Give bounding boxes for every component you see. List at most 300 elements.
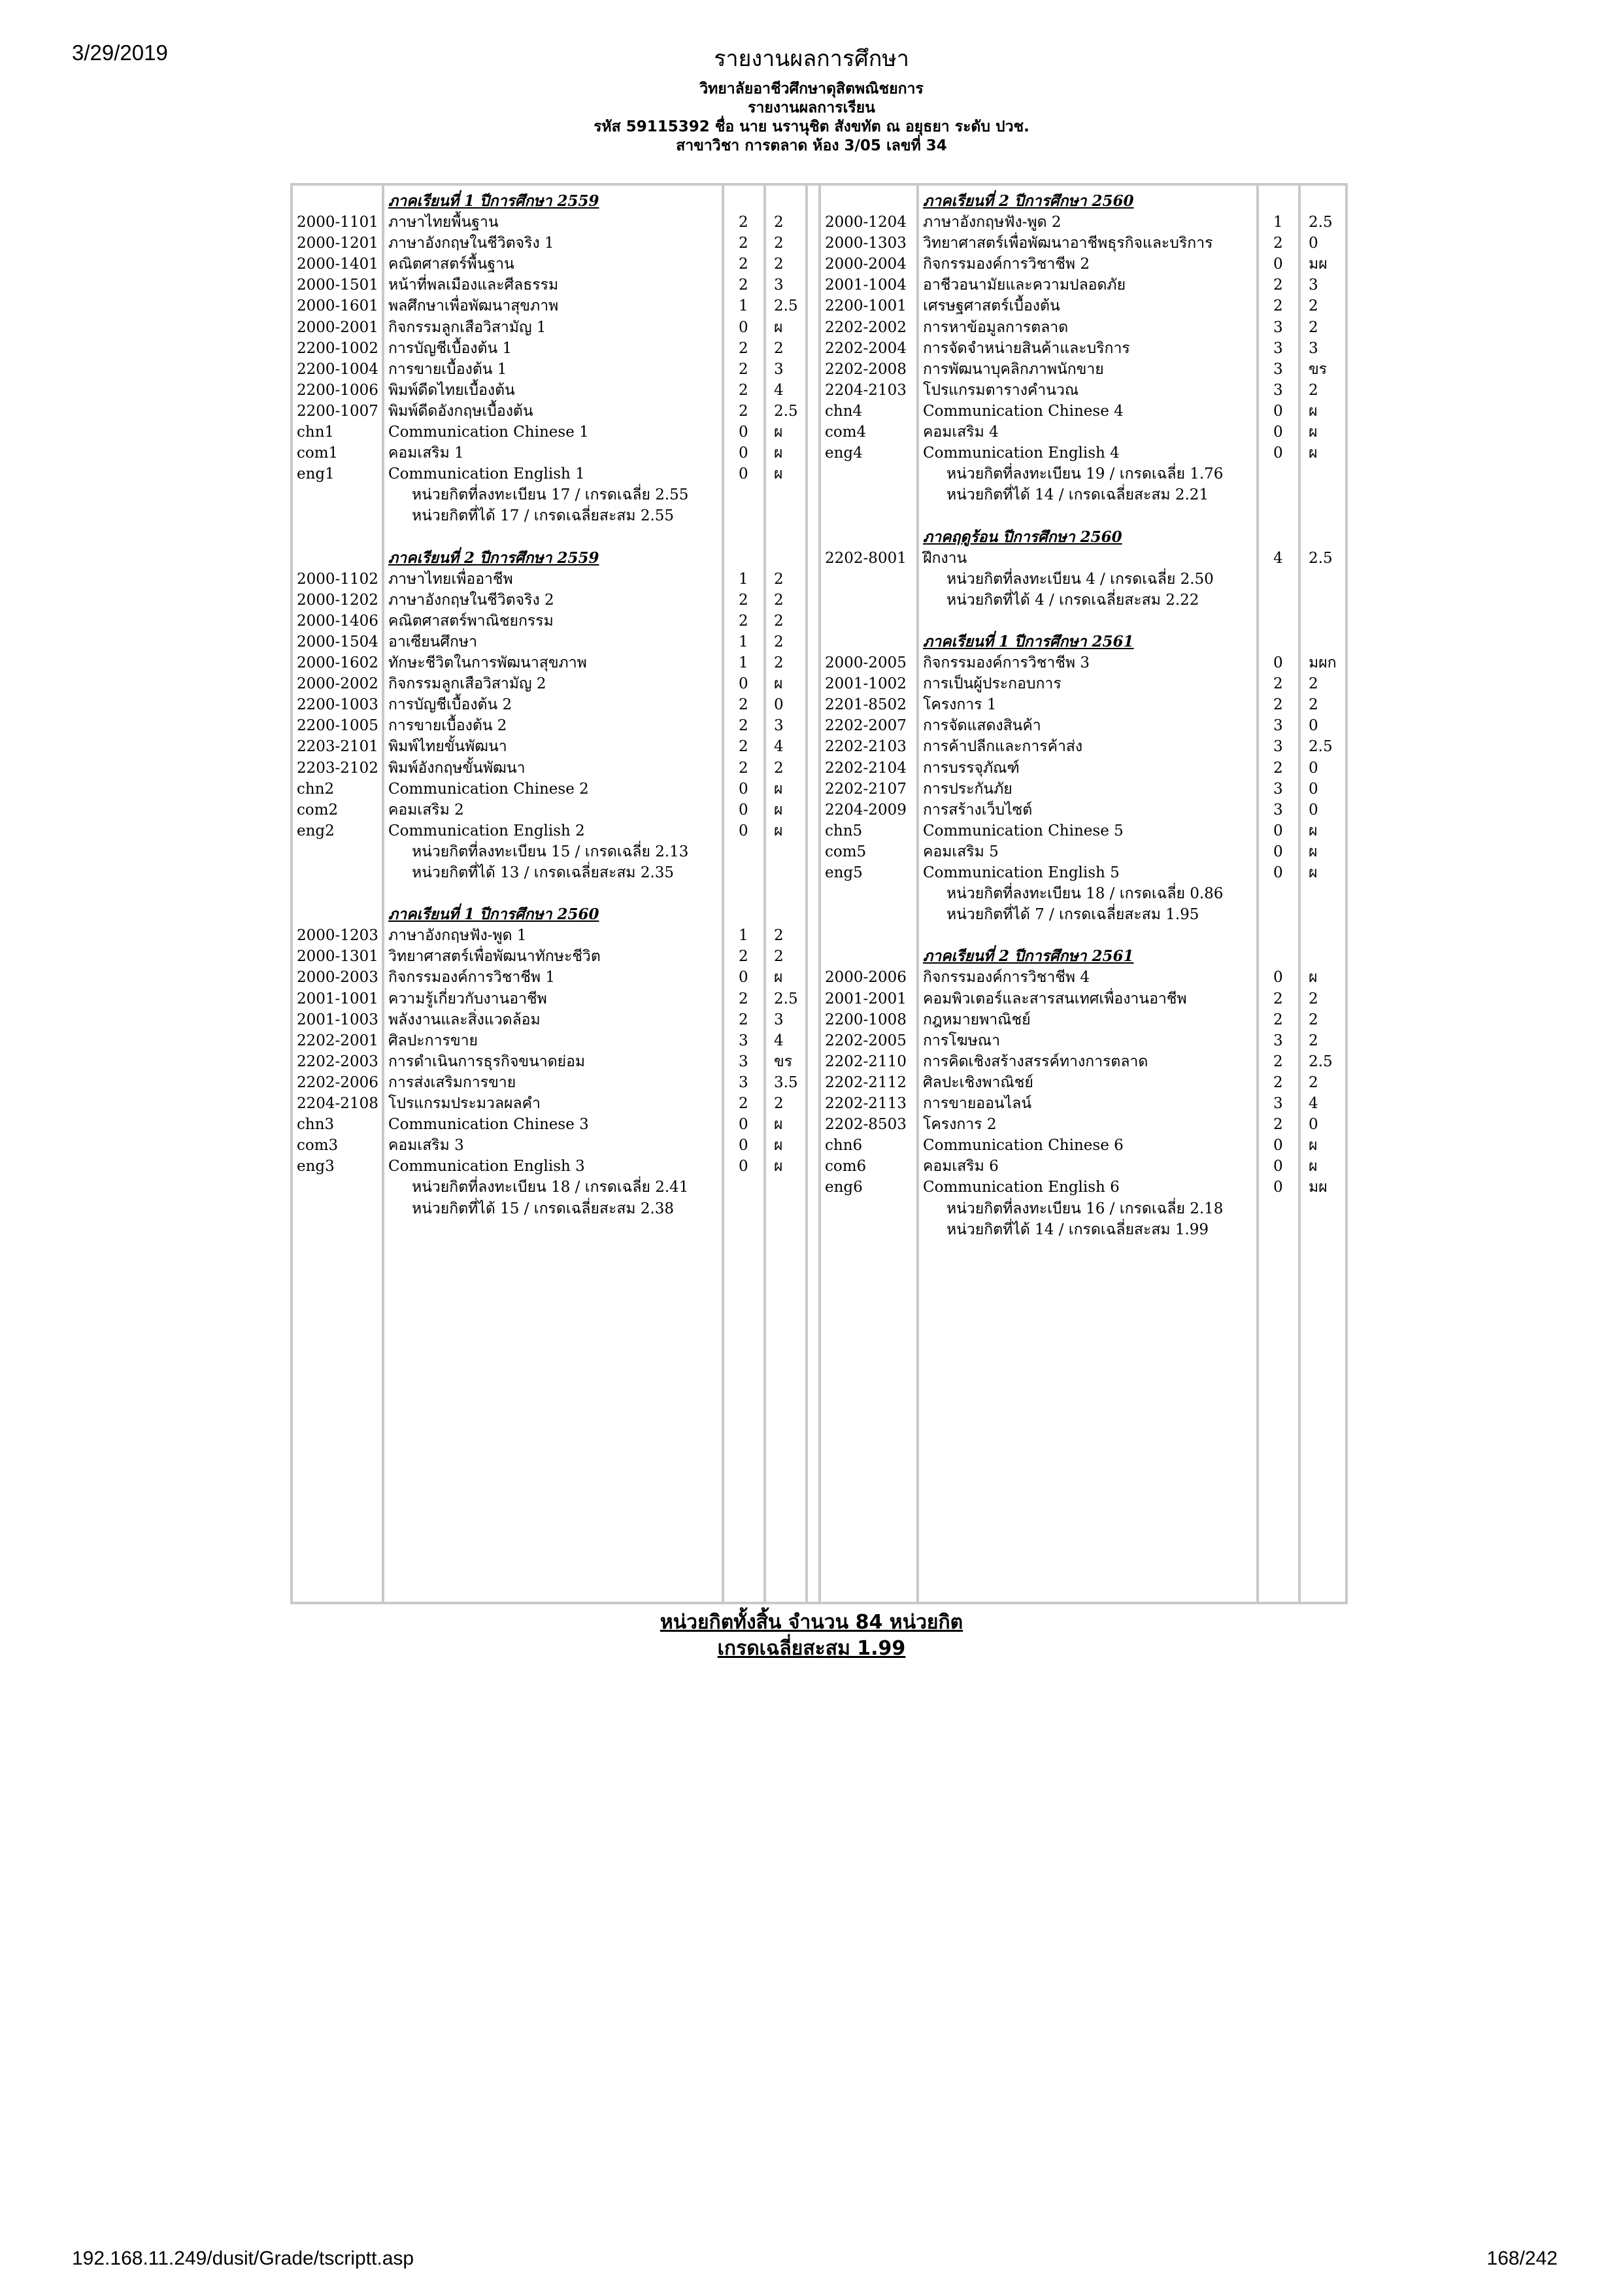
course-credit: 3: [1273, 360, 1283, 378]
course-row: [290, 820, 1348, 841]
course-code: eng2: [297, 822, 335, 839]
course-name: กฎหมายพาณิชย์: [923, 1011, 1031, 1028]
course-name: การดำเนินการธุรกิจขนาดย่อม: [388, 1053, 586, 1070]
course-name: การคิดเชิงสร้างสรรค์ทางการตลาด: [923, 1053, 1148, 1070]
course-code: 2000-1204: [825, 214, 907, 231]
course-grade: ผ: [1309, 843, 1318, 860]
course-name: เศรษฐศาสตร์เบื้องต้น: [923, 297, 1060, 315]
course-grade: 4: [774, 1032, 784, 1049]
course-credit: 2: [1273, 990, 1283, 1007]
course-code: 2000-1501: [297, 277, 378, 294]
course-grade: ผ: [774, 1158, 783, 1175]
course-code: 2201-8502: [825, 696, 907, 714]
course-name: การหาข้อมูลการตลาด: [923, 318, 1069, 336]
course-grade: 3: [1309, 277, 1318, 294]
semester-heading: ภาคเรียนที่ 2 ปีการศึกษา 2559: [388, 549, 599, 567]
course-credit: 2: [1273, 1116, 1283, 1134]
course-row: [290, 1156, 1348, 1177]
course-grade: 2: [774, 927, 784, 945]
course-row: [290, 967, 1348, 988]
course-code: eng1: [297, 465, 335, 483]
course-grade: 3: [774, 717, 784, 735]
course-name: กิจกรรมลูกเสือวิสามัญ 1: [388, 318, 546, 336]
course-grade: 2.5: [774, 990, 798, 1007]
course-credit: 2: [739, 235, 748, 252]
course-grade: ผ: [1309, 864, 1318, 881]
course-credit: 0: [739, 801, 748, 819]
course-name: การพัฒนาบุคลิกภาพนักขาย: [923, 360, 1104, 378]
course-grade: 0: [1309, 1116, 1318, 1134]
course-name: การจัดแสดงสินค้า: [923, 717, 1041, 735]
course-code: 2203-2102: [297, 759, 378, 777]
course-credit: 0: [1273, 843, 1283, 860]
course-name: Communication English 3: [388, 1158, 585, 1175]
course-code: com3: [297, 1137, 339, 1155]
course-grade: 0: [774, 696, 784, 714]
course-row: [290, 254, 1348, 275]
course-grade: 2: [1309, 1032, 1318, 1049]
course-grade: 2: [774, 570, 784, 588]
course-grade: ผ: [774, 675, 783, 693]
course-credit: 3: [1273, 738, 1283, 756]
semester-summary-row: [290, 1198, 1348, 1219]
course-name: คอมพิวเตอร์และสารสนเทศเพื่องานอาชีพ: [923, 990, 1187, 1007]
course-name: อาชีวอนามัยและความปลอดภัย: [923, 277, 1126, 294]
course-name: ภาษาอังกฤษในชีวิตจริง 1: [388, 235, 554, 252]
semester-summary: หน่วยกิตที่ได้ 4 / เกรดเฉลี่ยสะสม 2.22: [946, 591, 1199, 609]
course-code: 2202-2006: [297, 1073, 378, 1091]
course-code: 2001-1002: [825, 675, 907, 693]
course-name: Communication English 4: [923, 445, 1120, 462]
semester-summary: หน่วยกิตที่ลงทะเบียน 18 / เกรดเฉลี่ย 0.86: [946, 885, 1224, 903]
course-credit: 2: [1273, 696, 1283, 714]
course-name: วิทยาศาสตร์เพื่อพัฒนาทักษะชีวิต: [388, 948, 601, 966]
course-name: การขายเบื้องต้น 1: [388, 360, 507, 378]
course-grade: 2: [774, 654, 784, 672]
course-code: eng5: [825, 864, 863, 881]
course-name: พิมพ์อังกฤษขั้นพัฒนา: [388, 759, 526, 777]
course-code: 2202-2008: [825, 360, 907, 378]
course-code: 2001-1003: [297, 1011, 378, 1028]
course-grade: 2.5: [1309, 214, 1333, 231]
course-row: [290, 988, 1348, 1009]
course-grade: 2.5: [1309, 1053, 1333, 1070]
course-credit: 2: [1273, 675, 1283, 693]
course-code: 2000-1101: [297, 214, 378, 231]
course-code: com2: [297, 801, 339, 819]
course-row: [290, 1093, 1348, 1114]
course-row: [290, 401, 1348, 422]
course-name: การเป็นผู้ประกอบการ: [923, 675, 1062, 693]
course-credit: 3: [739, 1073, 748, 1091]
course-row: [290, 359, 1348, 380]
course-credit: 0: [739, 1158, 748, 1175]
course-name: ภาษาไทยพื้นฐาน: [388, 214, 499, 231]
course-credit: 1: [739, 570, 748, 588]
semester-summary: หน่วยกิตที่ได้ 14 / เกรดเฉลี่ยสะสม 1.99: [946, 1221, 1209, 1238]
course-grade: มผ: [1309, 1179, 1328, 1196]
semester-summary: หน่วยกิตที่ได้ 7 / เกรดเฉลี่ยสะสม 1.95: [946, 906, 1199, 924]
course-row: [290, 380, 1348, 401]
course-code: 2000-2005: [825, 654, 907, 672]
course-credit: 0: [1273, 1137, 1283, 1155]
course-name: Communication Chinese 3: [388, 1116, 589, 1134]
course-grade: 4: [774, 738, 784, 756]
semester-heading: ภาคฤดูร้อน ปีการศึกษา 2560: [923, 528, 1122, 546]
course-code: 2000-1602: [297, 654, 378, 672]
course-code: 2000-2002: [297, 675, 378, 693]
course-grade: ผ: [774, 465, 783, 483]
course-credit: 3: [1273, 717, 1283, 735]
course-grade: 2.5: [774, 402, 798, 420]
course-name: หน้าที่พลเมืองและศีลธรรม: [388, 277, 559, 294]
semester-heading: ภาคเรียนที่ 1 ปีการศึกษา 2559: [388, 192, 599, 210]
course-code: 2000-2003: [297, 969, 378, 987]
course-grade: 0: [1309, 780, 1318, 798]
course-name: ภาษาอังกฤษในชีวิตจริง 2: [388, 591, 554, 609]
course-row: [290, 800, 1348, 820]
course-code: 2202-2007: [825, 717, 907, 735]
semester-summary: หน่วยกิตที่ได้ 13 / เกรดเฉลี่ยสะสม 2.35: [412, 864, 675, 881]
course-code: 2200-1006: [297, 381, 378, 399]
semester-summary-row: [290, 464, 1348, 484]
print-title: รายงานผลการศึกษา: [714, 46, 909, 72]
course-name: ภาษาอังกฤษฟัง-พูด 1: [388, 927, 527, 945]
course-grade: 2.5: [1309, 549, 1333, 567]
course-credit: 2: [739, 214, 748, 231]
course-code: 2202-2003: [297, 1053, 378, 1070]
student-info: รหัส 59115392 ชื่อ นาย นรานุชิต สังขทัต ณ อยุธยา ระดับ ปวช.: [594, 118, 1029, 135]
course-code: 2000-2004: [825, 256, 907, 273]
report-header: [0, 80, 1623, 156]
semester-heading-row: [290, 191, 1348, 212]
course-row: [290, 758, 1348, 779]
course-name: คอมเสริม 4: [923, 424, 999, 441]
course-name: กิจกรรมองค์การวิชาชีพ 1: [388, 969, 555, 987]
course-code: 2200-1008: [825, 1011, 907, 1028]
course-credit: 1: [1273, 214, 1283, 231]
course-grade: 0: [1309, 717, 1318, 735]
semester-summary: หน่วยกิตที่ลงทะเบียน 18 / เกรดเฉลี่ย 2.41: [412, 1179, 689, 1196]
course-credit: 2: [739, 381, 748, 399]
course-name: คอมเสริม 1: [388, 445, 464, 462]
course-code: 2000-1202: [297, 591, 378, 609]
course-name: กิจกรรมองค์การวิชาชีพ 3: [923, 654, 1090, 672]
course-row: [290, 1051, 1348, 1072]
course-credit: 0: [739, 780, 748, 798]
course-code: 2204-2009: [825, 801, 907, 819]
course-name: Communication Chinese 4: [923, 402, 1124, 420]
course-row: [290, 295, 1348, 316]
blank-row: [290, 505, 1348, 526]
course-code: chn2: [297, 780, 335, 798]
course-credit: 0: [1273, 445, 1283, 462]
course-credit: 0: [739, 424, 748, 441]
course-grade: 3: [1309, 339, 1318, 357]
transcript-table: [290, 183, 1348, 1604]
course-row: [290, 275, 1348, 295]
course-code: 2202-2112: [825, 1073, 907, 1091]
course-credit: 3: [1273, 339, 1283, 357]
course-code: 2000-1203: [297, 927, 378, 945]
right-column: [290, 191, 1348, 1240]
blank-row: [290, 611, 1348, 632]
course-grade: 2: [774, 339, 784, 357]
course-grade: 2: [774, 235, 784, 252]
semester-summary: หน่วยกิตที่ลงทะเบียน 17 / เกรดเฉลี่ย 2.55: [412, 486, 689, 504]
course-credit: 2: [739, 1095, 748, 1113]
course-row: [290, 317, 1348, 338]
course-credit: 2: [739, 1011, 748, 1028]
course-row: [290, 1009, 1348, 1030]
semester-summary-row: [290, 904, 1348, 925]
course-credit: 2: [1273, 277, 1283, 294]
course-grade: ผ: [1309, 1137, 1318, 1155]
course-grade: 2: [1309, 1073, 1318, 1091]
course-name: Communication Chinese 6: [923, 1137, 1124, 1155]
semester-heading: ภาคเรียนที่ 1 ปีการศึกษา 2560: [388, 905, 599, 924]
course-grade: ผ: [774, 969, 783, 987]
course-row: [290, 673, 1348, 694]
course-credit: 2: [739, 277, 748, 294]
course-row: [290, 548, 1348, 569]
semester-summary: หน่วยกิตที่ลงทะเบียน 16 / เกรดเฉลี่ย 2.18: [946, 1200, 1224, 1217]
semester-heading-row: [290, 946, 1348, 967]
course-grade: 2: [774, 633, 784, 650]
course-row: [290, 841, 1348, 862]
course-name: การสร้างเว็บไซต์: [923, 801, 1033, 819]
course-name: Communication Chinese 2: [388, 780, 589, 798]
course-row: [290, 1030, 1348, 1051]
course-code: 2202-2001: [297, 1032, 378, 1049]
semester-summary-row: [290, 484, 1348, 505]
course-credit: 2: [1273, 1011, 1283, 1028]
course-grade: 2: [774, 759, 784, 777]
course-name: ภาษาไทยเพื่ออาชีพ: [388, 570, 513, 588]
course-credit: 3: [739, 1032, 748, 1049]
course-credit: 0: [1273, 1179, 1283, 1196]
course-credit: 2: [739, 402, 748, 420]
course-code: 2200-1001: [825, 297, 907, 315]
course-code: 2000-1401: [297, 256, 378, 273]
course-row: [290, 779, 1348, 800]
course-grade: 4: [1309, 1095, 1318, 1113]
course-code: 2202-2107: [825, 780, 907, 798]
course-name: การบัญชีเบื้องต้น 1: [388, 339, 512, 357]
course-name: ความรู้เกี่ยวกับงานอาชีพ: [388, 990, 547, 1007]
course-credit: 2: [739, 339, 748, 357]
semester-summary: หน่วยกิตที่ลงทะเบียน 15 / เกรดเฉลี่ย 2.13: [412, 843, 689, 860]
course-grade: มผก: [1309, 654, 1337, 672]
course-code: 2000-1406: [297, 612, 378, 630]
semester-heading-row: [290, 632, 1348, 652]
course-row: [290, 1072, 1348, 1093]
course-name: โปรแกรมประมวลผลคำ: [388, 1095, 541, 1113]
course-name: โครงการ 1: [923, 696, 997, 714]
course-name: คอมเสริม 5: [923, 843, 999, 860]
course-credit: 2: [739, 591, 748, 609]
course-credit: 2: [739, 759, 748, 777]
course-grade: 2: [1309, 297, 1318, 315]
course-code: 2202-2004: [825, 339, 907, 357]
course-credit: 0: [739, 445, 748, 462]
course-grade: มผ: [1309, 256, 1328, 273]
course-credit: 2: [1273, 759, 1283, 777]
course-name: พลศึกษาเพื่อพัฒนาสุขภาพ: [388, 297, 559, 315]
course-name: อาเซียนศึกษา: [388, 633, 478, 650]
course-grade: ผ: [1309, 1158, 1318, 1175]
semester-summary: หน่วยกิตที่ได้ 15 / เกรดเฉลี่ยสะสม 2.38: [412, 1200, 675, 1217]
course-grade: 0: [1309, 235, 1318, 252]
course-name: กิจกรรมลูกเสือวิสามัญ 2: [388, 675, 546, 693]
course-credit: 0: [1273, 822, 1283, 839]
course-grade: 2.5: [774, 297, 798, 315]
course-credit: 3: [739, 1053, 748, 1070]
semester-heading-row: [290, 527, 1348, 548]
course-credit: 0: [1273, 969, 1283, 987]
course-credit: 0: [739, 1116, 748, 1134]
course-grade: 0: [1309, 801, 1318, 819]
cumulative-gpa: เกรดเฉลี่ยสะสม 1.99: [717, 1637, 906, 1660]
semester-summary: หน่วยกิตที่ลงทะเบียน 4 / เกรดเฉลี่ย 2.50: [946, 570, 1214, 588]
semester-summary-row: [290, 1219, 1348, 1240]
course-row: [290, 1177, 1348, 1198]
course-grade: ขร: [1309, 360, 1328, 378]
course-grade: 2: [1309, 381, 1318, 399]
course-code: chn6: [825, 1137, 863, 1155]
course-grade: 3: [774, 277, 784, 294]
course-credit: 2: [739, 738, 748, 756]
course-name: พิมพ์ดีดไทยเบื้องต้น: [388, 381, 515, 399]
course-row: [290, 422, 1348, 443]
course-code: com5: [825, 843, 867, 860]
course-name: Communication English 6: [923, 1179, 1120, 1196]
course-name: Communication Chinese 1: [388, 424, 589, 441]
course-grade: 2: [1309, 318, 1318, 336]
semester-summary-row: [290, 883, 1348, 904]
course-code: 2000-2001: [297, 318, 378, 336]
course-credit: 2: [739, 696, 748, 714]
blank-row: [290, 925, 1348, 946]
course-name: ศิลปะเชิงพาณิชย์: [923, 1073, 1033, 1091]
semester-summary-row: [290, 569, 1348, 590]
course-credit: 3: [1273, 318, 1283, 336]
course-code: 2200-1005: [297, 717, 378, 735]
course-grade: 3: [774, 360, 784, 378]
course-grade: ผ: [774, 1116, 783, 1134]
course-credit: 0: [739, 675, 748, 693]
course-name: พิมพ์ดีดอังกฤษเบื้องต้น: [388, 402, 533, 420]
course-code: 2000-1102: [297, 570, 378, 588]
course-code: 2000-1301: [297, 948, 378, 966]
course-code: 2000-1303: [825, 235, 907, 252]
report-name: รายงานผลการเรียน: [748, 99, 875, 116]
total-credits: หน่วยกิตทั้งสิ้น จำนวน 84 หน่วยกิต: [660, 1611, 963, 1634]
course-name: คอมเสริม 6: [923, 1158, 999, 1175]
course-grade: 2: [774, 1095, 784, 1113]
course-name: การบัญชีเบื้องต้น 2: [388, 696, 512, 714]
course-credit: 2: [739, 948, 748, 966]
college-name: วิทยาลัยอาชีวศึกษาดุสิตพณิชยการ: [699, 80, 924, 97]
course-code: com4: [825, 424, 867, 441]
course-code: 2001-1004: [825, 277, 907, 294]
course-code: 2203-2101: [297, 738, 378, 756]
semester-summary: หน่วยกิตที่ได้ 14 / เกรดเฉลี่ยสะสม 2.21: [946, 486, 1209, 504]
course-code: eng3: [297, 1158, 335, 1175]
course-name: วิทยาศาสตร์เพื่อพัฒนาอาชีพธุรกิจและบริการ: [923, 235, 1213, 252]
course-name: Communication English 1: [388, 465, 585, 483]
course-code: 2200-1004: [297, 360, 378, 378]
course-grade: 2: [774, 948, 784, 966]
course-credit: 2: [1273, 297, 1283, 315]
course-code: 2202-2103: [825, 738, 907, 756]
course-grade: ผ: [774, 801, 783, 819]
course-credit: 3: [1273, 801, 1283, 819]
course-credit: 0: [1273, 402, 1283, 420]
course-grade: ผ: [774, 822, 783, 839]
course-row: [290, 1114, 1348, 1135]
course-name: กิจกรรมองค์การวิชาชีพ 2: [923, 256, 1090, 273]
course-credit: 3: [1273, 1032, 1283, 1049]
course-grade: ผ: [774, 318, 783, 336]
course-credit: 3: [1273, 381, 1283, 399]
course-code: 2200-1007: [297, 402, 378, 420]
course-credit: 0: [739, 318, 748, 336]
course-credit: 0: [1273, 864, 1283, 881]
course-row: [290, 862, 1348, 883]
course-credit: 0: [739, 822, 748, 839]
page-number: 168/242: [1486, 2248, 1558, 2269]
course-name: การค้าปลีกและการค้าส่ง: [923, 738, 1083, 756]
course-grade: ผ: [1309, 445, 1318, 462]
course-grade: 2: [1309, 696, 1318, 714]
course-code: chn3: [297, 1116, 335, 1134]
course-code: eng6: [825, 1179, 863, 1196]
course-name: โปรแกรมตารางคำนวณ: [923, 381, 1079, 399]
course-name: พลังงานและสิ่งแวดล้อม: [388, 1011, 541, 1028]
course-credit: 4: [1273, 549, 1283, 567]
course-code: chn1: [297, 424, 335, 441]
course-name: กิจกรรมองค์การวิชาชีพ 4: [923, 969, 1090, 987]
course-code: 2202-2002: [825, 318, 907, 336]
course-grade: 2: [774, 214, 784, 231]
course-grade: 2: [1309, 1011, 1318, 1028]
semester-heading: ภาคเรียนที่ 2 ปีการศึกษา 2561: [923, 947, 1134, 966]
course-credit: 0: [739, 969, 748, 987]
course-name: การโฆษณา: [923, 1032, 1001, 1049]
course-code: 2202-2104: [825, 759, 907, 777]
course-code: 2200-1002: [297, 339, 378, 357]
course-row: [290, 212, 1348, 233]
summary: [0, 1610, 1623, 1662]
course-code: 2202-2110: [825, 1053, 907, 1070]
course-name: การขายออนไลน์: [923, 1095, 1032, 1113]
course-name: คอมเสริม 2: [388, 801, 464, 819]
course-credit: 1: [739, 654, 748, 672]
course-code: 2000-2006: [825, 969, 907, 987]
course-grade: ผ: [774, 445, 783, 462]
course-row: [290, 736, 1348, 757]
course-credit: 1: [739, 633, 748, 650]
course-credit: 2: [739, 360, 748, 378]
course-grade: ผ: [774, 424, 783, 441]
course-code: 2202-8001: [825, 549, 907, 567]
course-code: 2000-1601: [297, 297, 378, 315]
course-credit: 2: [1273, 1073, 1283, 1091]
course-code: 2200-1003: [297, 696, 378, 714]
course-name: Communication English 2: [388, 822, 585, 839]
course-credit: 2: [1273, 1053, 1283, 1070]
